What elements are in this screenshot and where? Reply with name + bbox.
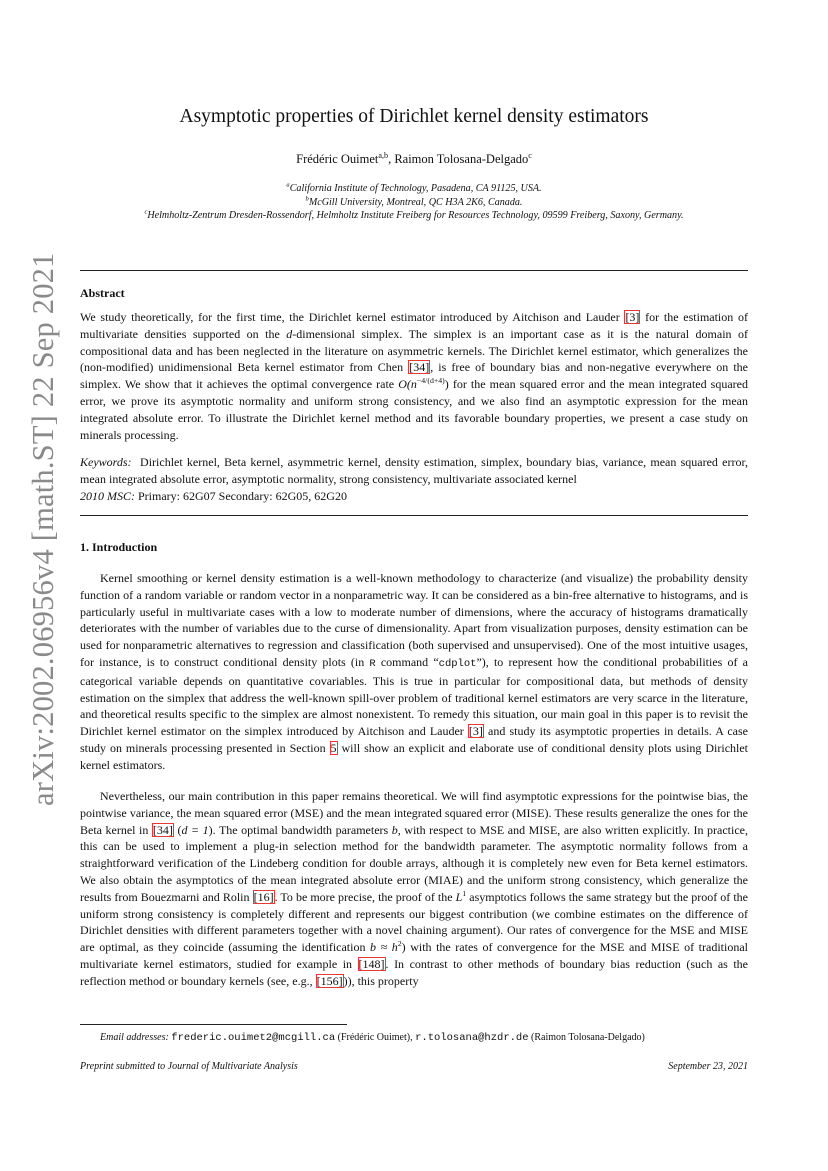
author-list	[80, 152, 748, 167]
paragraph-text: command “	[375, 654, 439, 669]
math-var: b	[391, 822, 398, 837]
math-var: d	[286, 326, 293, 341]
footer-date: September 23, 2021	[668, 1061, 748, 1072]
paragraph-text: )), this property	[343, 973, 419, 988]
affil-text: Helmholtz-Zentrum Dresden-Rossendorf, Helmholtz Institute Freiberg for Resources Technology, 09599 Freiberg, Saxony, Germany.	[147, 210, 684, 221]
author-affil-mark: c	[528, 150, 532, 160]
affil-text: California Institute of Technology, Pasadena, CA 91125, USA.	[289, 183, 542, 194]
code-r: R	[369, 657, 376, 670]
paragraph-text: will show an explicit and elaborate use of conditional density plots using Dirichlet kernel estimators.	[80, 740, 749, 772]
footnote	[80, 1032, 748, 1044]
affil-mark: c	[144, 208, 148, 216]
paragraph-text: ”), to represent how the conditional probabilities of a categorical variable depends on quantitative covariables. This is true in particular for compositional data, but methods of density estimation on the simplex that address the well-known spill-over problem of traditional kernel estimators are very scarce in the literature, and theoretical results specific to the simplex are almost nonexistent. To remedy this situation, our main goal in this paper is to revisit the Dirichlet kernel estimator on the simplex introduced by Aitchison and Lauder	[80, 654, 748, 739]
top-rule	[80, 270, 748, 271]
paper-title: Asymptotic properties of Dirichlet kernel density estimators	[179, 106, 649, 127]
affiliation-line	[80, 209, 748, 223]
citation-link[interactable]: [16]	[253, 889, 274, 904]
intro-paragraph-1	[80, 570, 748, 774]
citation-link[interactable]: [3]	[625, 310, 640, 324]
keywords-label: Keywords:	[80, 455, 132, 469]
affil-mark: b	[305, 195, 309, 203]
math-inline: d = 1	[181, 822, 209, 837]
paragraph-text: ) with the rates of convergence for the MSE and MISE of traditional multivariate kernel estimators, studied for example in	[80, 940, 748, 971]
abstract-body	[80, 309, 748, 443]
section-link[interactable]: 5	[330, 740, 337, 755]
footnote-rule	[80, 1024, 347, 1025]
abstract-text: for the estimation of multivariate densities supported on the	[80, 310, 748, 341]
citation-link[interactable]: [34]	[152, 822, 173, 837]
citation-link[interactable]: [156]	[316, 973, 343, 988]
msc-text: Primary: 62G07 Secondary: 62G05, 62G20	[138, 488, 347, 503]
paragraph-text: Nevertheless, our main contribution in this paper remains theoretical. We will find asymptotic expressions for the pointwise bias, the pointwise variance, the mean squared error (MSE) and the mean integrated squared error (MISE). These results generalize the ones for the Beta kernel in	[80, 789, 748, 837]
affiliation-line	[80, 196, 748, 210]
author-name: Frédéric Ouimet	[296, 152, 379, 166]
math-exponent: −4/(d+4)	[416, 376, 445, 386]
paragraph-text: and study its asymptotic properties in details. A case study on minerals processing presented in Section	[80, 724, 748, 755]
citation-link[interactable]: [34]	[409, 360, 430, 375]
math-exponent: 2	[397, 939, 402, 949]
math-exponent: 1	[462, 888, 467, 898]
intro-paragraph-2	[80, 788, 748, 990]
author-separator: ,	[388, 152, 395, 166]
affiliations	[80, 182, 748, 223]
section-heading: 1. Introduction	[80, 540, 158, 554]
abstract-text: We study theoretically, for the first time, the Dirichlet kernel estimator introduced by Aitchison and Lauder	[80, 310, 625, 324]
affil-mark: a	[286, 181, 290, 189]
keywords-text: Dirichlet kernel, Beta kernel, asymmetric kernel, density estimation, simplex, boundary bias, variance, mean squared error, mean integrated absolute error, asymptotic normality, strong consistency, multivariate associated kernel	[80, 455, 749, 486]
paragraph-text: Kernel smoothing or kernel density estimation is a well-known methodology to characterize (and visualize) the probability density function of a random variable or random vector in a nonparametric way. It can be considered as a bin-free alternative to histograms, and is particularly useful in multivariate cases with a low to moderate number of dimensions, where the accuracy of histograms dramatically deteriorates with the number of variables due to the curse of dimensionality. Apart from visualization purposes, density estimation can be used for nonparametric alternatives to regression and classification (both supervised and unsupervised). One of the most intuitive usages, for instance, is to construct conditional density plots (in	[80, 571, 748, 669]
author-affil-mark: a,b	[378, 150, 389, 160]
math-inline: b ≈ h	[370, 940, 398, 955]
citation-link[interactable]: [3]	[468, 724, 483, 739]
paragraph-text: . In contrast to other methods of boundary bias reduction (such as the reflection method or boundary kernels (see, e.g.,	[80, 956, 749, 988]
code-cdplot: cdplot	[438, 657, 477, 670]
abstract-bottom-rule	[80, 515, 748, 516]
paragraph-text: asymptotics follows the same strategy but the proof of the uniform strong consistency is completely different and represents our biggest contribution (we combine estimates on the difference of Dirichlet densities with different parameters together with a novel chaining argument). Our rates of convergence for the MSE and MISE are optimal, as they coincide (assuming the identification	[80, 889, 749, 955]
keywords-block	[80, 454, 748, 504]
affiliation-line	[80, 182, 748, 196]
footnote-label: Email addresses:	[100, 1032, 169, 1043]
preprint-note: Preprint submitted to Journal of Multivariate Analysis	[80, 1061, 298, 1072]
footnote-text: (Raimon Tolosana-Delgado)	[528, 1032, 645, 1043]
math-rate: O(n	[398, 377, 417, 392]
paragraph-text: ). The optimal bandwidth parameters	[208, 822, 392, 837]
author-name: Raimon Tolosana-Delgado	[394, 152, 529, 166]
math-var: L	[455, 889, 463, 904]
math-close: )	[444, 377, 449, 392]
citation-link[interactable]: [148]	[358, 956, 385, 971]
abstract-text: -dimensional simplex. The simplex is an important case as it is the natural domain of compositional data and has been neglected in the literature on asymmetric kernels. The Dirichlet kernel estimator, which generalizes the (non-modified) unidimensional Beta kernel estimator from Chen	[80, 326, 748, 375]
affil-text: McGill University, Montreal, QC H3A 2K6, Canada.	[308, 196, 523, 208]
abstract-text: for the mean squared error and the mean integrated squared error, we prove its asymptotic normality and uniform strong consistency, and we also find an asymptotic expression for the mean integrated absolute error. To illustrate the Dirichlet kernel method and its favorable boundary properties, we present a case study on minerals processing.	[80, 377, 749, 442]
arxiv-identifier[interactable]: arXiv:2002.06956v4 [math.ST] 22 Sep 2021	[26, 252, 60, 806]
abstract-heading: Abstract	[80, 286, 125, 300]
paragraph-text: (	[173, 822, 182, 837]
email-link[interactable]: frederic.ouimet2@mcgill.ca	[171, 1032, 336, 1044]
abstract-text: , is free of boundary bias and non-negative everywhere on the simplex. We show that it achieves the optimal convergence rate	[80, 360, 748, 392]
paragraph-text: . To be more precise, the proof of the	[274, 889, 456, 904]
msc-label: 2010 MSC:	[80, 488, 135, 503]
paragraph-text: , with respect to MSE and MISE, are also written explicitly. In practice, this can be used to implement a plug-in selection method for the bandwidth parameter. The asymptotic normality follows from a straightforward verification of the Lindeberg condition for double arrays, although it is completely new even for Beta kernel estimators. We also obtain the asymptotics of the mean integrated absolute error (MIAE) and the uniform strong consistency, which generalize the results from Bouezmarni and Rolin	[80, 822, 748, 904]
email-link[interactable]: r.tolosana@hzdr.de	[415, 1032, 529, 1044]
footnote-text: (Frédéric Ouimet),	[335, 1032, 416, 1043]
